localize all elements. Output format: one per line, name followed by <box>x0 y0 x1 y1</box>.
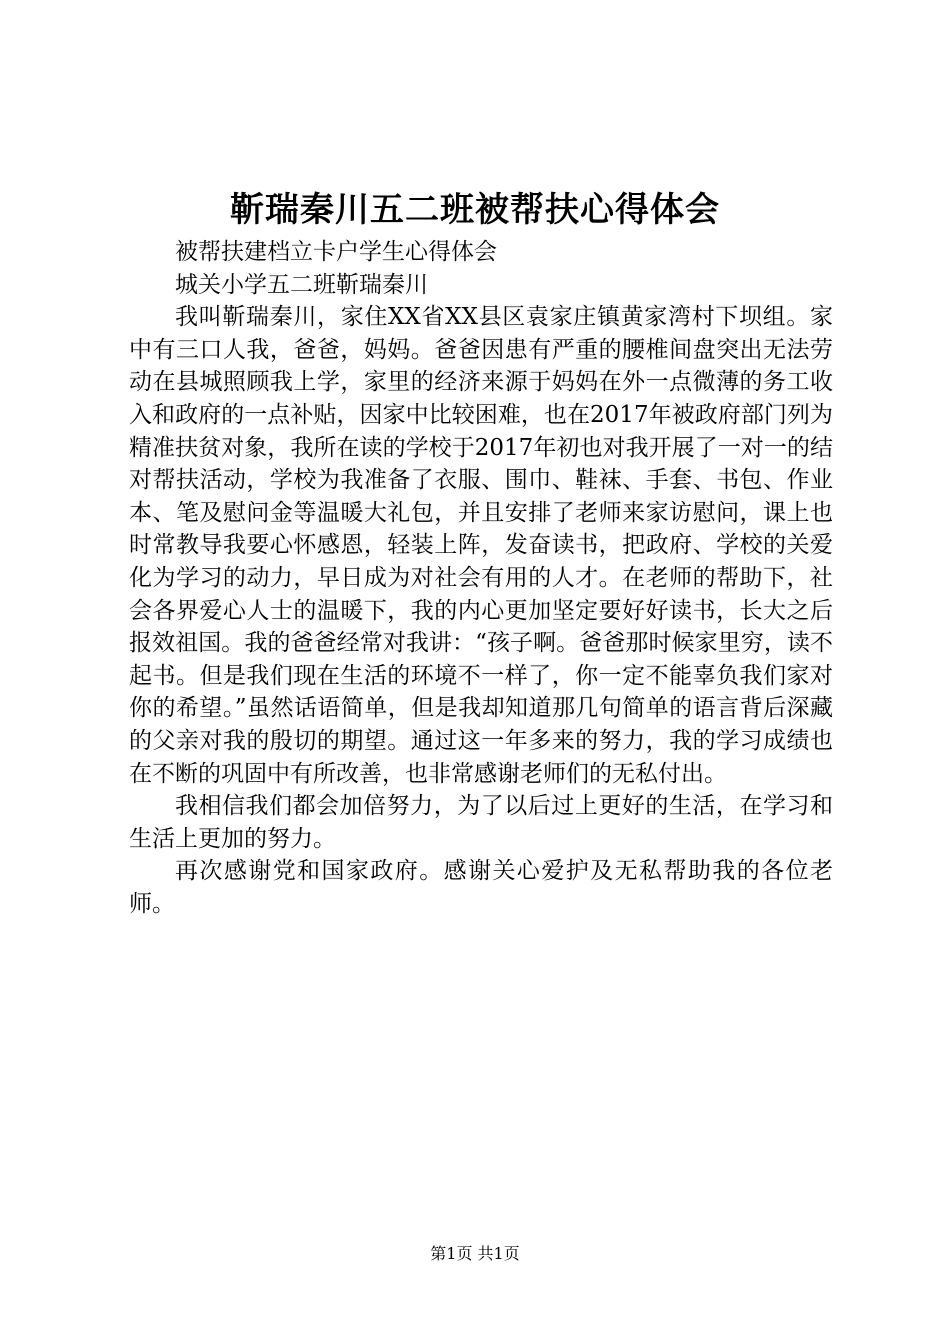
subtitle-paragraph: 被帮扶建档立卡户学生心得体会 <box>175 239 497 265</box>
page-number-footer: 第1页 共1页 <box>430 1244 520 1263</box>
document-title: 靳瑞秦川五二班被帮扶心得体会 <box>230 190 720 230</box>
thanks-paragraph: 再次感谢党和国家政府。感谢关心爱护及无私帮助我的各位老师。 <box>129 858 833 917</box>
resolution-paragraph: 我相信我们都会加倍努力，为了以后过上更好的生活，在学习和生活上更加的努力。 <box>129 793 833 852</box>
main-paragraph: 我叫靳瑞秦川，家住XX省XX县区袁家庄镇黄家湾村下坝组。家中有三口人我，爸爸，妈妈。爸爸因患有严重的腰椎间盘突出无法劳动在县城照顾我上学，家里的经济来源于妈妈在外一点微薄的务工收入和政府的一点补贴，因家中比较困难，也在2017年被政府部门列为精准扶贫对象，我所在读的学校于2017年初也对我开展了一对一的结对帮扶活动，学校为我准备了衣服、围巾、鞋袜、手套、书包、作业本、笔及慰问金等温暖大礼包，并且安排了老师来家访慰问，课上也时常教导我要心怀感恩，轻装上阵，发奋读书，把政府、学校的关爱化为学习的动力，早日成为对社会有用的人才。在老师的帮助下，社会各界爱心人士的温暖下，我的内心更加坚定要好好读书，长大之后报效祖国。我的爸爸经常对我讲：“孩子啊。爸爸那时候家里穷，读不起书。但是我们现在生活的环境不一样了，你一定不能辜负我们家对你的希望。”虽然话语简单，但是我却知道那几句简单的语言背后深藏的父亲对我的殷切的期望。通过这一年多来的努力，我的学习成绩也在不断的巩固中有所改善，也非常感谢老师们的无私付出。 <box>129 304 833 787</box>
document-body <box>129 236 833 920</box>
author-paragraph: 城关小学五二班靳瑞秦川 <box>175 271 428 298</box>
